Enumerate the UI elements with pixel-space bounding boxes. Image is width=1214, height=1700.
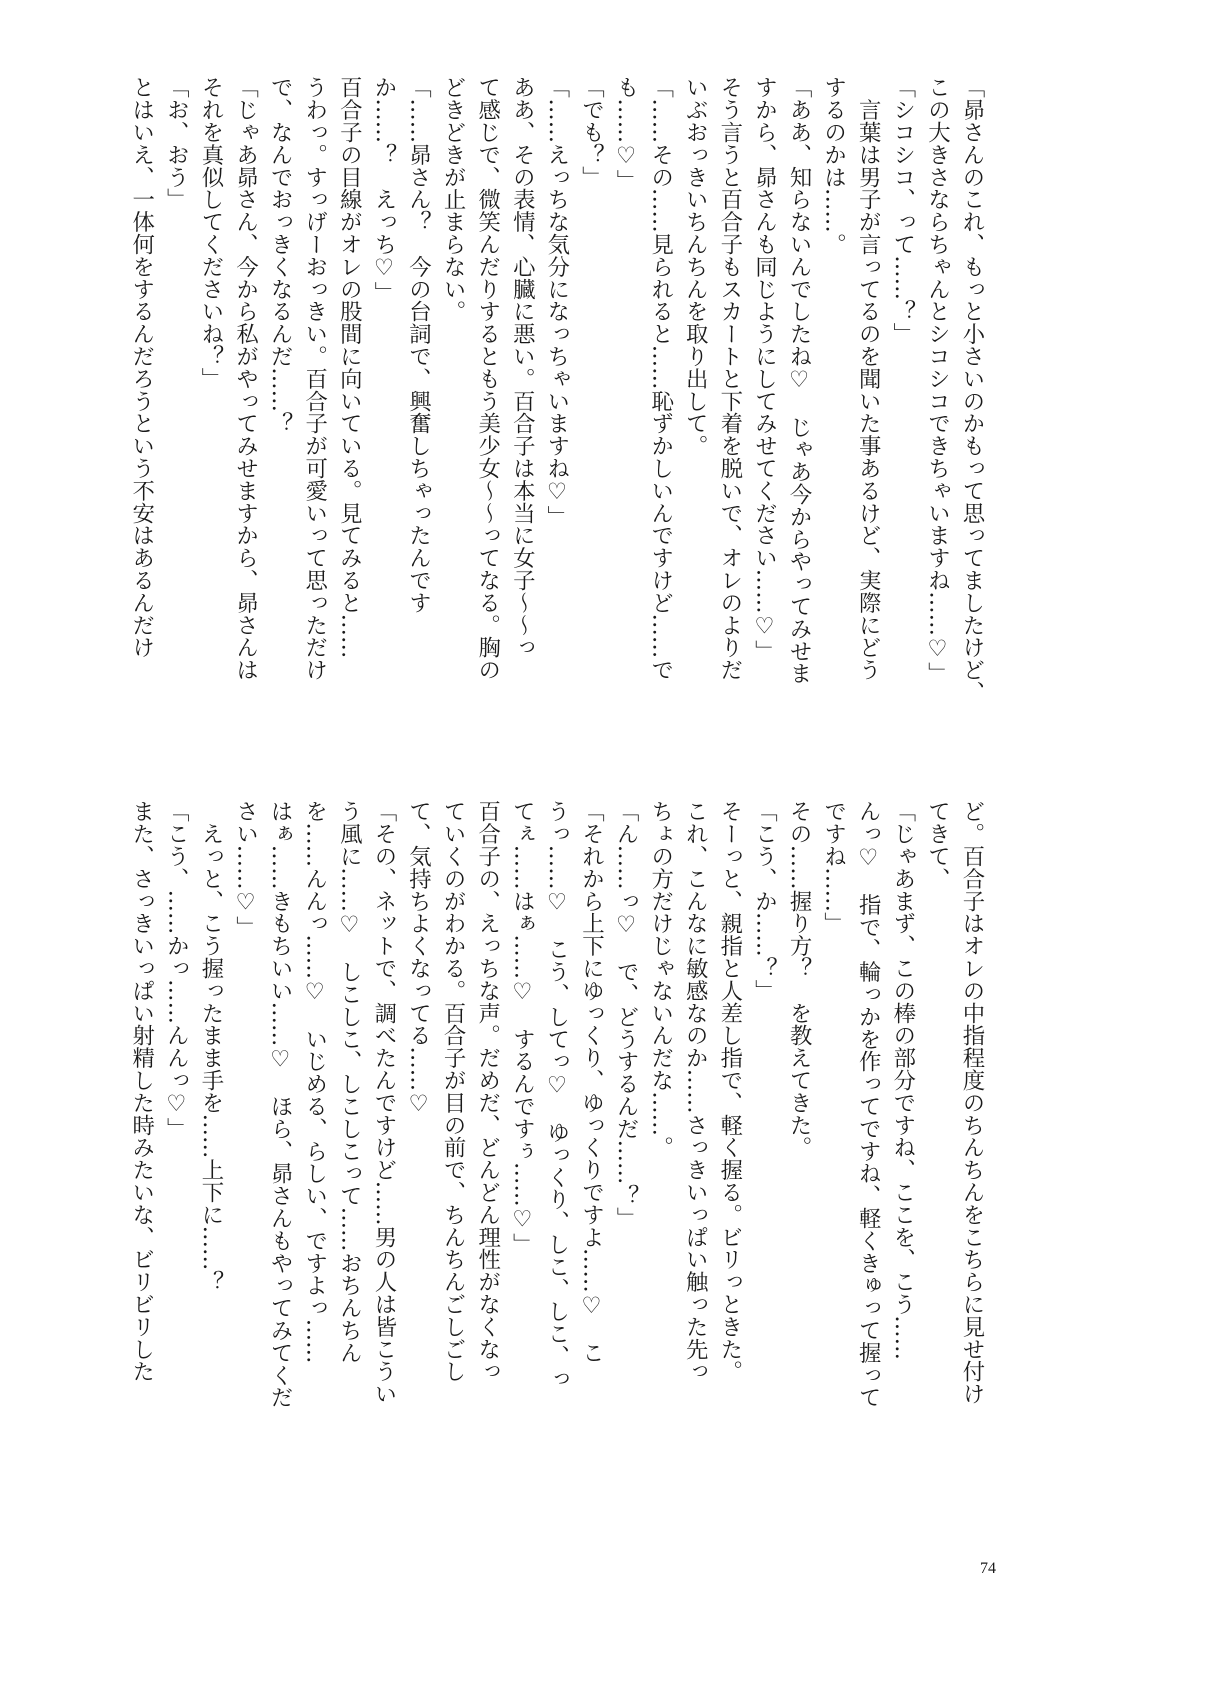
text-column: で、なんでおっきくなるんだ……？ xyxy=(267,76,294,435)
text-column: さい……♡」 xyxy=(232,800,259,938)
text-column: ああ、その表情、心臓に悪い。百合子は本当に女子〜〜っ xyxy=(509,76,536,659)
text-column: んっ♡ 指で、輪っかを作ってですね、軽くきゅって握って xyxy=(855,800,882,1409)
text-column: 「昴さんのこれ、もっと小さいのかもって思ってましたけど、 xyxy=(959,76,985,704)
text-column: ど。百合子はオレの中指程度のちんちんをこちらに見せ付け xyxy=(959,800,985,1405)
text-column: か……？ えっち♡」 xyxy=(370,76,397,304)
text-column: 「シコシコ、って……？」 xyxy=(889,76,916,345)
text-column: うっ……♡ こう、してっ♡ ゆっくり、しこ、しこ、っ xyxy=(543,800,570,1390)
text-column: 「……その……見られると……恥ずかしいんですけど……で xyxy=(647,76,674,681)
text-column: 「でも？」 xyxy=(578,76,605,188)
text-column: 「お、おう」 xyxy=(163,76,190,211)
text-column: はぁ……きもちいい……♡ ほら、昴さんもやってみてくだ xyxy=(267,800,294,1409)
text-column: 「じゃあまず、この棒の部分ですね、ここを、こう…… xyxy=(889,800,916,1360)
text-column: どきどきが止まらない。 xyxy=(440,76,467,323)
text-column: その……握り方？ を教えてきた。 xyxy=(786,800,813,1159)
text-column: 「ん……っ♡ で、どうするんだ……？」 xyxy=(613,800,640,1230)
top-text-block xyxy=(124,76,989,766)
text-column: するのかは……。 xyxy=(820,76,847,256)
text-column: そう言うと百合子もスカートと下着を脱いで、オレのよりだ xyxy=(716,76,743,681)
text-column: いぶおっきいちんちんを取り出して。 xyxy=(682,76,709,457)
text-column: 「ああ、知らないんでしたね♡ じゃあ今からやってみせま xyxy=(786,76,813,685)
bottom-text-block xyxy=(124,800,989,1490)
text-column: ですね……」 xyxy=(820,800,847,935)
text-column: すから、昴さんも同じようにしてみせてください……♡」 xyxy=(751,76,778,662)
text-column: 「じゃあ昴さん、今から私がやってみせますから、昴さんは xyxy=(232,76,259,681)
page-number: 74 xyxy=(980,1560,996,1577)
text-column: そーっと、親指と人差し指で、軽く握る。ビリっときた。 xyxy=(716,800,743,1383)
text-column: それを真似してくださいね？」 xyxy=(197,76,224,390)
text-column: を……んんっ……♡ いじめる、らしい、ですよっ…… xyxy=(301,800,328,1364)
text-column: うわっ。すっげーおっきい。百合子が可愛いって思っただけ xyxy=(301,76,328,681)
text-column: 百合子の、えっちな声。だめだ、どんどん理性がなくなっ xyxy=(474,800,501,1383)
text-column: 「こう、……かっ……んんっ♡」 xyxy=(163,800,190,1140)
text-column: 「……昴さん？ 今の台詞で、興奮しちゃったんです xyxy=(405,76,432,614)
text-column: 「こう、か……？」 xyxy=(751,800,778,1002)
text-column: 百合子の目線がオレの股間に向いている。見てみると…… xyxy=(336,76,363,659)
text-column: また、さっきいっぱい射精した時みたいな、ビリビリした xyxy=(128,800,155,1383)
text-column: 言葉は男子が言ってるのを聞いた事あるけど、実際にどう xyxy=(855,76,882,681)
text-column: 「その、ネットで、調べたんですけど……男の人は皆こうい xyxy=(370,800,397,1405)
text-column: ちょの方だけじゃないんだな……。 xyxy=(647,800,674,1159)
text-column: も……♡」 xyxy=(613,76,640,192)
text-column: 「それから上下にゆっくり、ゆっくりですよ……♡ こ xyxy=(578,800,605,1364)
text-column: て感じで、微笑んだりするともう美少女〜〜ってなる。胸の xyxy=(474,76,501,681)
text-column: て、気持ちよくなってる……♡ xyxy=(405,800,432,1118)
text-column: これ、こんなに敏感なのか……さっきいっぱい触った先っ xyxy=(682,800,709,1383)
text-column: う風に……♡ しこしこ、しこしこって……おちんちん xyxy=(336,800,363,1364)
text-column: とはいえ、一体何をするんだろうという不安はあるんだけ xyxy=(128,76,155,659)
text-column: 「……えっちな気分になっちゃいますね♡」 xyxy=(543,76,570,528)
text-column: てきて、 xyxy=(924,800,951,890)
text-column: えっと、こう握ったまま手を……上下に……？ xyxy=(197,800,224,1293)
text-column: この大きさならちゃんとシコシコできちゃいますね……♡」 xyxy=(924,76,951,685)
text-column: ていくのがわかる。百合子が目の前で、ちんちんごしごし xyxy=(440,800,467,1383)
text-column: てぇ……はぁ……♡ するんですぅ……♡」 xyxy=(509,800,536,1256)
